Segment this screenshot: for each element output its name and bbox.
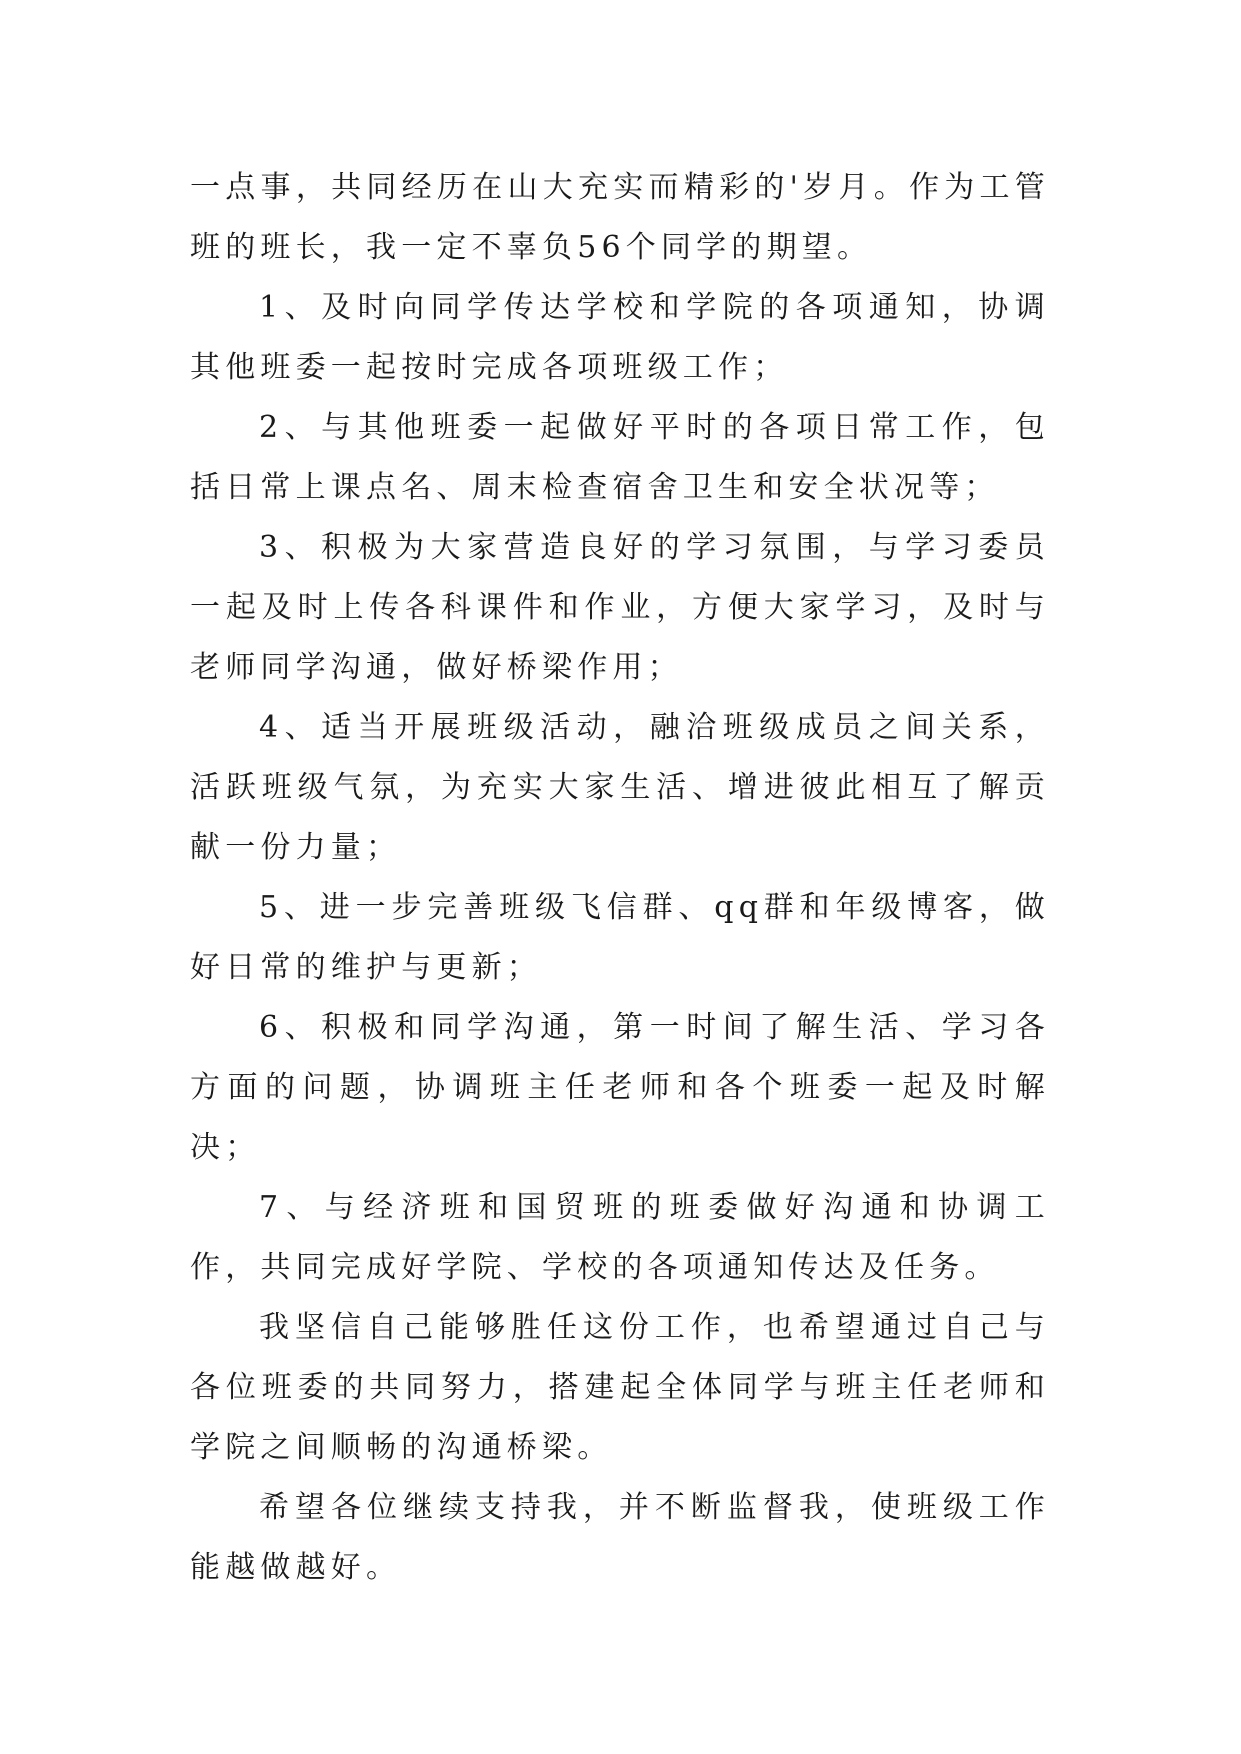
paragraph-conviction: 我坚信自己能够胜任这份工作，也希望通过自己与各位班委的共同努力，搭建起全体同学与班主任老师和学院之间顺畅的沟通桥梁。	[190, 1310, 1050, 1465]
paragraph-item-7: 7、与经济班和国贸班的班委做好沟通和协调工作，共同完成好学院、学校的各项通知传达及任务。	[190, 1190, 1050, 1285]
paragraph-item-6: 6、积极和同学沟通，第一时间了解生活、学习各方面的问题，协调班主任老师和各个班委一起及时解决；	[190, 1010, 1050, 1165]
document-body	[190, 158, 1050, 1598]
paragraph-closing: 希望各位继续支持我，并不断监督我，使班级工作能越做越好。	[190, 1490, 1050, 1585]
paragraph-item-2: 2、与其他班委一起做好平时的各项日常工作，包括日常上课点名、周末检查宿舍卫生和安全状况等；	[190, 410, 1050, 505]
paragraph-item-5: 5、进一步完善班级飞信群、qq群和年级博客，做好日常的维护与更新；	[190, 890, 1050, 985]
paragraph-continuation: 一点事，共同经历在山大充实而精彩的'岁月。作为工管班的班长，我一定不辜负56个同学的期望。	[190, 170, 1050, 265]
paragraph-item-4: 4、适当开展班级活动，融洽班级成员之间关系，活跃班级气氛，为充实大家生活、增进彼此相互了解贡献一份力量；	[190, 710, 1050, 865]
paragraph-item-1: 1、及时向同学传达学校和学院的各项通知，协调其他班委一起按时完成各项班级工作；	[190, 290, 1050, 385]
paragraph-item-3: 3、积极为大家营造良好的学习氛围，与学习委员一起及时上传各科课件和作业，方便大家学习，及时与老师同学沟通，做好桥梁作用；	[190, 530, 1050, 685]
